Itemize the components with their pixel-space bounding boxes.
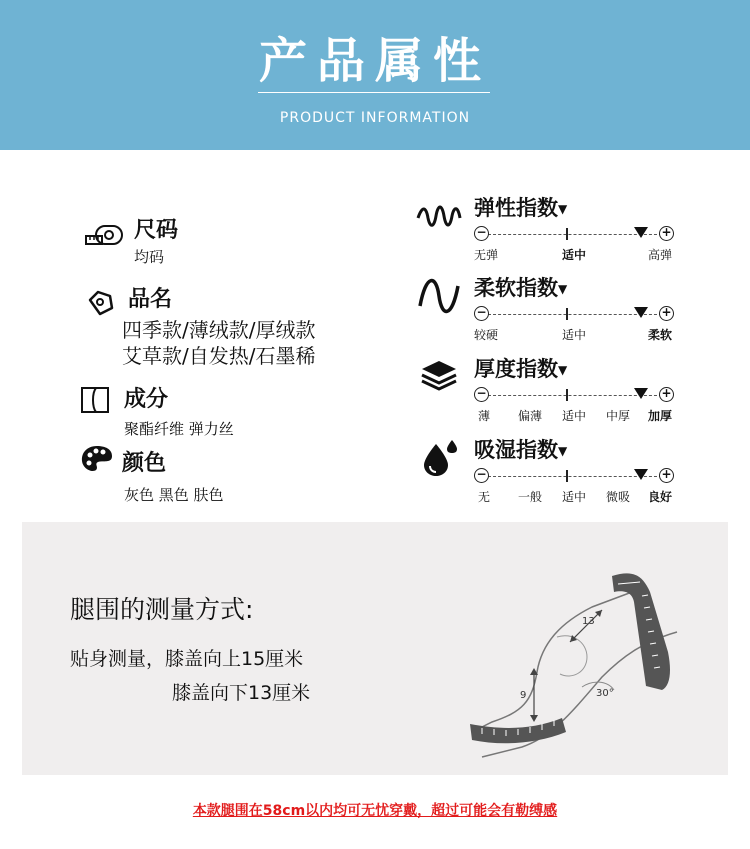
book-icon <box>80 385 110 415</box>
level-marker <box>634 227 648 238</box>
index-title-thickness: 厚度指数▼ <box>474 357 568 381</box>
elastic-wave-icon <box>416 196 462 236</box>
index-thickness <box>416 357 686 437</box>
index-title-softness: 柔软指数▼ <box>474 276 568 300</box>
scale-label: 适中 <box>562 490 587 504</box>
diagram-label-upper: 13 <box>582 616 595 627</box>
page-title: 产品属性 <box>258 33 491 89</box>
level-marker <box>634 469 648 480</box>
index-softness <box>416 276 686 356</box>
attribute-value-product-name-1: 四季款/薄绒款/厚绒款 <box>122 318 316 342</box>
minus-icon: − <box>474 306 489 321</box>
index-labels-moisture <box>474 488 674 506</box>
layers-icon <box>416 357 462 397</box>
minus-icon: − <box>474 226 489 241</box>
scale-label: 中厚 <box>606 409 631 423</box>
index-title-moisture: 吸湿指数▼ <box>474 438 568 462</box>
index-elasticity <box>416 196 686 276</box>
plus-icon: + <box>659 468 674 483</box>
sine-wave-icon <box>416 276 462 316</box>
attribute-value-material: 聚酯纤维 弹力丝 <box>124 420 234 438</box>
scale-label: 适中 <box>562 409 587 423</box>
header-divider <box>258 92 490 93</box>
index-title-elasticity: 弹性指数▼ <box>474 196 568 220</box>
tag-icon <box>86 288 116 318</box>
plus-icon: + <box>659 306 674 321</box>
tape-measure-icon <box>84 220 124 250</box>
measurement-title: 腿围的测量方式: <box>70 595 254 624</box>
index-moisture <box>416 438 686 518</box>
attribute-label-color: 颜色 <box>122 451 167 476</box>
measurement-instruction-1: 贴身测量，膝盖向上15厘米 <box>70 648 304 670</box>
attribute-label-product-name: 品名 <box>128 287 173 312</box>
header-banner <box>0 0 750 150</box>
attribute-label-material: 成分 <box>124 387 169 412</box>
scale-label: 适中 <box>562 248 587 262</box>
level-marker <box>634 307 648 318</box>
index-labels-thickness <box>474 407 674 425</box>
level-marker <box>634 388 648 399</box>
scale-label: 加厚 <box>648 409 673 423</box>
fit-warning-note <box>0 800 750 820</box>
scale-label: 无弹 <box>474 248 499 262</box>
attribute-value-color: 灰色 黑色 肤色 <box>124 486 224 504</box>
scale-label: 微吸 <box>606 490 631 504</box>
diagram-label-angle: 30° <box>596 688 614 699</box>
minus-icon: − <box>474 468 489 483</box>
scale-label: 薄 <box>478 409 491 423</box>
plus-icon: + <box>659 226 674 241</box>
measurement-instruction-2: 膝盖向下13厘米 <box>172 682 311 704</box>
scale-label: 较硬 <box>474 328 499 342</box>
scale-label: 柔软 <box>648 328 673 342</box>
page-subtitle: PRODUCT INFORMATION <box>279 110 471 126</box>
plus-icon: + <box>659 387 674 402</box>
attribute-value-product-name-2: 艾草款/自发热/石墨稀 <box>122 344 316 368</box>
attribute-label-size: 尺码 <box>134 218 179 243</box>
index-scale-moisture <box>474 468 674 486</box>
index-labels-softness <box>474 326 674 344</box>
scale-label: 一般 <box>518 490 543 504</box>
scale-label: 适中 <box>562 328 587 342</box>
water-drop-icon <box>416 438 462 478</box>
index-scale-softness <box>474 306 674 324</box>
index-scale-elasticity <box>474 226 674 244</box>
diagram-label-lower: 9 <box>520 690 527 701</box>
fit-warning-text: 本款腿围在58cm以内均可无忧穿戴，超过可能会有勒缚感 <box>192 803 558 819</box>
scale-label: 高弹 <box>648 248 673 262</box>
scale-label: 良好 <box>648 490 673 504</box>
palette-icon <box>80 444 114 474</box>
minus-icon: − <box>474 387 489 402</box>
index-scale-thickness <box>474 387 674 405</box>
attribute-value-size: 均码 <box>134 248 165 266</box>
scale-label: 无 <box>478 490 491 504</box>
scale-label: 偏薄 <box>518 409 543 423</box>
index-labels-elasticity <box>474 246 674 264</box>
measurement-panel <box>22 522 728 775</box>
knee-measurement-diagram <box>462 562 722 762</box>
